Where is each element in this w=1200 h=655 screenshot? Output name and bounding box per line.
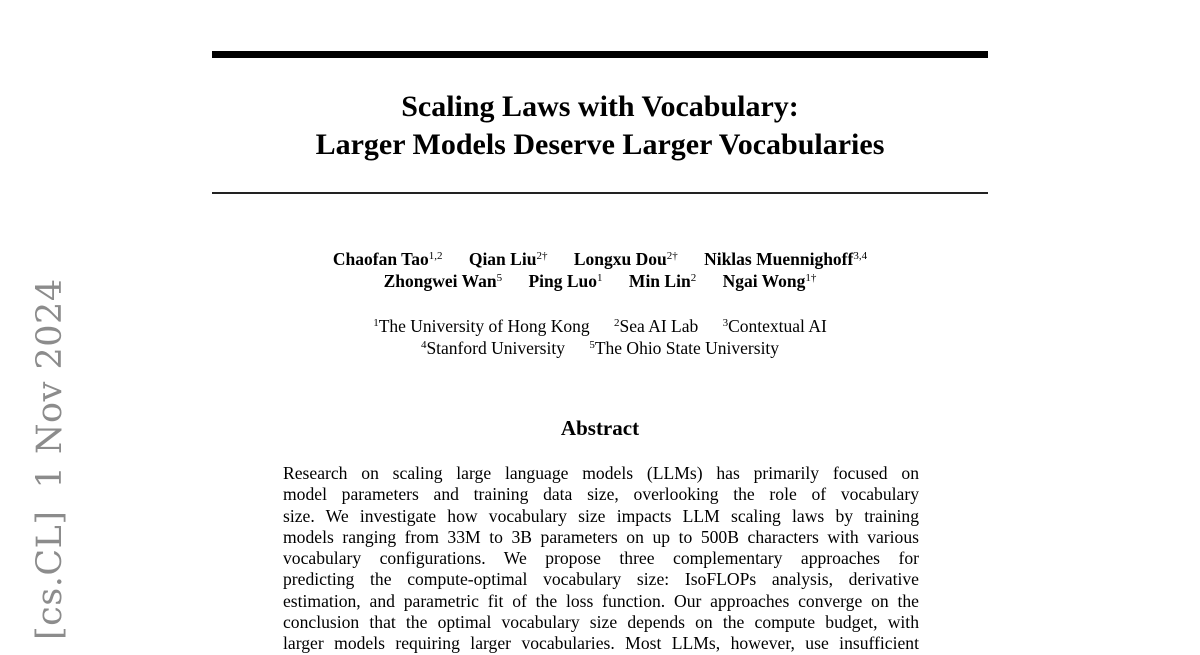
affiliation-mark: 3	[722, 317, 729, 329]
author-name: Qian Liu	[468, 249, 537, 269]
affiliation-name: Sea AI Lab	[619, 316, 699, 336]
author	[574, 249, 678, 269]
author-affiliation-mark: 2†	[666, 250, 678, 262]
author-affiliation-mark: 1,2	[428, 250, 443, 262]
paper-title	[212, 88, 988, 164]
abstract-line: Research on scaling large language models (LLMs) has primarily focused on	[283, 463, 919, 483]
author-name: Zhongwei Wan	[383, 271, 497, 291]
author-affiliation-mark: 1	[597, 272, 603, 284]
abstract-heading: Abstract	[560, 416, 640, 440]
affiliation-name: The University of Hong Kong	[378, 316, 590, 336]
abstract-line: size. We investigate how vocabulary size impacts LLM scaling laws by training	[283, 505, 919, 526]
abstract-line: larger models requiring larger vocabularies. Most LLMs, however, use insufficient	[283, 633, 919, 654]
abstract-line: conclusion that the optimal vocabulary size depends on the compute budget, with	[283, 612, 919, 633]
author-name: Longxu Dou	[573, 249, 667, 269]
author-name: Niklas Muennighoff	[704, 249, 854, 269]
affiliation-name: The Ohio State University	[594, 338, 780, 358]
abstract-line: model parameters and training data size, overlooking the role of vocabulary	[283, 484, 919, 505]
affiliation-mark: 1	[373, 317, 379, 329]
affiliation-row	[212, 337, 988, 359]
author-affiliation-mark: 5	[496, 272, 503, 284]
title-line: Larger Models Deserve Larger Vocabularies	[315, 128, 885, 161]
affiliation-name: Stanford University	[426, 338, 565, 358]
affiliation	[421, 338, 565, 358]
author	[384, 271, 502, 291]
author-affiliation-mark: 3,4	[853, 250, 868, 262]
affiliation-mark: 5	[589, 339, 595, 351]
affiliation-list	[212, 315, 988, 359]
title-line: Scaling Laws with Vocabulary:	[401, 90, 799, 123]
author	[723, 271, 817, 291]
abstract-line: models ranging from 33M to 3B parameters on up to 500B characters with various	[283, 526, 919, 547]
title-top-rule	[212, 51, 988, 58]
author-affiliation-mark: 1†	[805, 272, 817, 284]
arxiv-side-stamp	[28, 278, 72, 640]
affiliation	[373, 316, 589, 336]
abstract-line: predicting the compute-optimal vocabulary size: IsoFLOPs analysis, derivative	[283, 569, 919, 590]
author-name: Ping Luo	[528, 271, 598, 291]
arxiv-category: [cs.CL]	[30, 510, 70, 640]
affiliation-mark: 2	[614, 317, 620, 329]
affiliation-name: Contextual AI	[728, 316, 827, 336]
author	[629, 271, 696, 291]
author-list	[212, 248, 988, 292]
affiliation	[723, 316, 827, 336]
author-name: Min Lin	[628, 271, 691, 291]
author	[333, 249, 443, 269]
author-row	[212, 248, 988, 270]
affiliation	[589, 338, 779, 358]
author-affiliation-mark: 2	[690, 272, 697, 284]
author-affiliation-mark: 2†	[536, 250, 548, 262]
title-bottom-rule	[212, 192, 988, 194]
abstract-body	[283, 463, 919, 655]
affiliation-row	[212, 315, 988, 337]
abstract-line: vocabulary configurations. We propose three complementary approaches for	[283, 548, 919, 569]
author-name: Chaofan Tao	[332, 249, 429, 269]
author-name: Ngai Wong	[722, 271, 806, 291]
affiliation-mark: 4	[420, 339, 427, 351]
author	[528, 271, 602, 291]
arxiv-date: 1 Nov 2024	[30, 278, 70, 489]
author	[469, 249, 548, 269]
author-row	[212, 270, 988, 292]
abstract-line: estimation, and parametric fit of the loss function. Our approaches converge on the	[283, 590, 919, 611]
affiliation	[614, 316, 698, 336]
author	[704, 249, 867, 269]
